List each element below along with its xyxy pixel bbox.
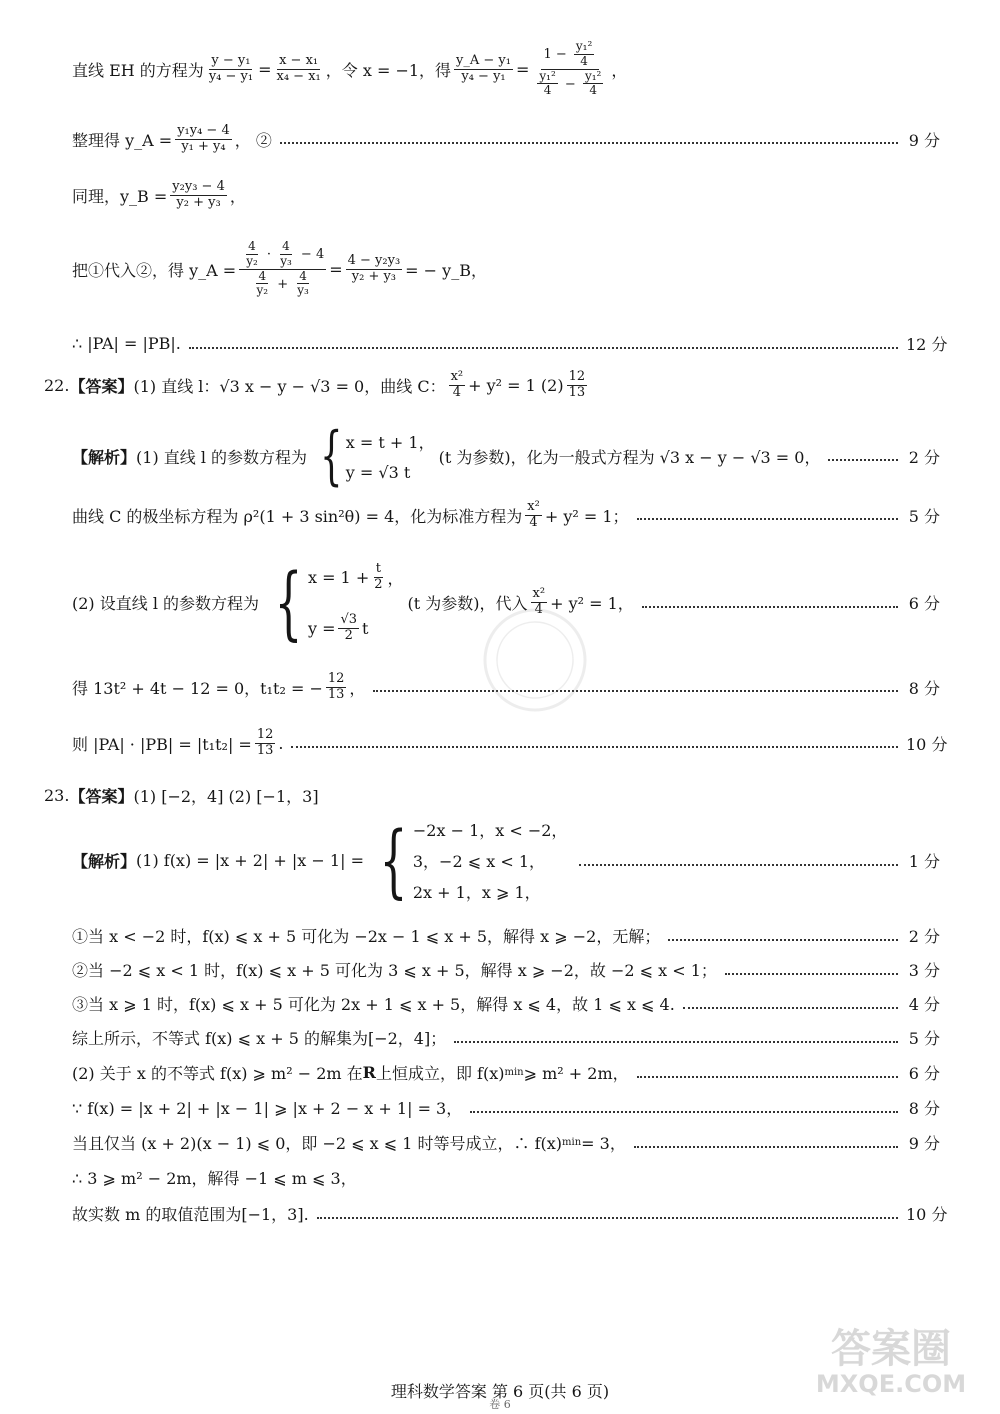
dot-leader (579, 864, 898, 866)
solution-line: 综上所示，不等式 f(x) ⩽ x + 5 的解集为[−2，4]； 5 分 (72, 1026, 940, 1049)
fraction: $\frac{\text{x²}}{4}$ (527, 499, 540, 530)
score: 9 分 (908, 130, 940, 150)
score: 4 分 (908, 995, 940, 1014)
fraction: $\frac{\text{4 − y₂y₃}}{\text{y₂ + y₃}}$ (347, 252, 401, 284)
fraction: $\frac{\text{x²}}{4}$ (532, 586, 546, 618)
solution-line: 则 |PA| · |PB| = |t₁t₂| = $\frac{12}{13}$ . 10 分 (72, 727, 948, 758)
solution-line: ③当 x ⩾ 1 时，f(x) ⩽ x + 5 可化为 2x + 1 ⩽ x + 5，解得 x ⩽ 4，故 1 ⩽ x ⩽ 4. 4 分 (72, 992, 940, 1015)
solution-line: ∴ 3 ⩾ m² − 2m，解得 −1 ⩽ m ⩽ 3， (72, 1169, 357, 1188)
compound-fraction: $\frac{4}{\text{y₂}}$ · $\frac{4}{\text{y₃}}$ − 4 $\frac{4}{\text{y₂}}$ + $\frac{4}{\text{y₃}}$ (239, 240, 326, 298)
score: 6 分 (908, 594, 940, 614)
solution-line: 整理得 y_A = $\frac{\text{y₁y₄ − 4}}{\text{y₁ + y₄}}$ ， ② 9 分 (72, 123, 940, 154)
solution-line: 当且仅当 (x + 2)(x − 1) ⩽ 0，即 −2 ⩽ x ⩽ 1 时等号成立，∴ f(x) min = 3， 9 分 (72, 1131, 940, 1154)
dot-leader (454, 1041, 898, 1043)
solution-line: 把①代入②，得 y_A = $\frac{4}{\text{y₂}}$ · $\frac{4}{\text{y₃}}$ − 4 $\frac{4}{\text{y₂}}$ + $\frac{4}{\text{y₃}}$ = $\frac{\text{4 − y₂y₃}}{\text{y₂ + y₃}}$ = − y_B， (72, 239, 487, 298)
question-number: 22. (44, 375, 70, 395)
page-footer: 理科数学答案 第 6 页(共 6 页) (390, 1382, 610, 1401)
score: 3 分 (908, 961, 940, 980)
dot-leader (668, 939, 898, 941)
fraction: $\frac{\text{y − y₁}}{\text{y₄ − y₁}}$ (208, 52, 254, 84)
solution-line: (2) 设直线 l 的参数方程为 { x = 1 + $\frac{t}{2}$ ， y = $\frac{√3}{2}$ t (t 为参数)，代入 $\frac{\text{x²}}{4}$ + y² = 1， 6 分 (72, 555, 940, 649)
dot-leader (637, 1076, 898, 1078)
dot-leader (291, 746, 898, 748)
solution-line-eh: 直线 EH 的方程为 $\frac{\text{y − y₁}}{\text{y₄ − y₁}}$ = $\frac{\text{x − x₁}}{\text{x₄ − x₁}}$ ，令 x = −1，得 $\frac{\text{y\_A − y₁}}{\text{y₄ − y₁}}$ = 1 − $\frac{\text{y₁²}}{4}$ $\frac{\text{y₁²}}{4}$ − $\frac{\text{y₁²}}{4}$ ， (72, 39, 628, 98)
solution-line: (2) 关于 x 的不等式 f(x) ⩾ m² − 2m 在 R 上恒成立，即 f(x) min ⩾ m² + 2m， 6 分 (72, 1063, 940, 1083)
solution-line: ∴ |PA| = |PB|. 12 分 (72, 334, 948, 354)
solution-line: ②当 −2 ⩽ x < 1 时，f(x) ⩽ x + 5 可化为 3 ⩽ x + 5，解得 x ⩾ −2，故 −2 ⩽ x < 1； 3 分 (72, 958, 940, 981)
score: 5 分 (908, 1029, 940, 1048)
answer-tag: 【答案】 (69, 376, 134, 396)
score: 1 分 (908, 852, 940, 871)
dot-leader (189, 347, 898, 349)
compound-fraction: 1 − $\frac{\text{y₁²}}{4}$ $\frac{\text{y₁²}}{4}$ − $\frac{\text{y₁²}}{4}$ (539, 39, 602, 98)
svg-text:答案圈: 答案圈 (831, 1326, 951, 1372)
dot-leader (280, 142, 898, 144)
question-number: 23. (44, 786, 70, 805)
question-23-answer: 23. 【答案】 (1) [−2，4] (2) [−1，3] (44, 786, 319, 806)
fraction: $\frac{\text{y\_A − y₁}}{\text{y₄ − y₁}}$ (456, 52, 511, 84)
analysis-tag: 【解析】 (72, 852, 137, 871)
dot-leader (634, 1146, 898, 1148)
solution-line: 得 13t² + 4t − 12 = 0，t₁t₂ = − $\frac{12}{13}$ ， 8 分 (72, 671, 940, 702)
score: 6 分 (908, 1064, 940, 1083)
score: 12 分 (906, 335, 948, 354)
svg-text:MXQE.COM: MXQE.COM (816, 1370, 966, 1398)
text: 直线 EH 的方程为 (72, 60, 204, 80)
fraction: $\frac{12}{13}$ (256, 727, 274, 758)
analysis-tag: 【解析】 (72, 447, 137, 467)
dot-leader (725, 973, 898, 975)
dot-leader (373, 690, 898, 692)
equation-system: { x = t + 1， y = √3 t (320, 419, 435, 493)
score: 10 分 (906, 734, 948, 754)
score: 5 分 (908, 506, 940, 526)
fraction: $\frac{12}{13}$ (327, 671, 345, 702)
solution-line: 同理，y_B = $\frac{\text{y₂y₃ − 4}}{\text{y₂ + y₃}}$ ， (72, 179, 246, 210)
solution-line: 故实数 m 的取值范围为[−1，3]. 10 分 (72, 1202, 940, 1225)
score: 8 分 (908, 1099, 940, 1118)
fraction: $\frac{\text{x − x₁}}{\text{x₄ − x₁}}$ (276, 52, 321, 84)
answer-tag: 【答案】 (69, 787, 134, 806)
fraction: $\frac{\text{x²}}{4}$ (450, 369, 464, 400)
equation-system: { x = 1 + $\frac{t}{2}$ ， y = $\frac{√3}{2}$ t (274, 555, 404, 649)
question-22-analysis: 【解析】 (1) 直线 l 的参数方程为 { x = t + 1， y = √3 t (t 为参数)，化为一般式方程为 √3 x − y − √3 = 0， 2 分 (72, 419, 940, 493)
page-footer-sub: 卷 6 (489, 1398, 511, 1411)
piecewise-function: { −2x − 1，x < −2， 3，−2 ⩽ x < 1， 2x + 1，x ⩾ 1， (379, 813, 568, 907)
score: 9 分 (908, 1134, 940, 1153)
dot-leader (317, 1217, 898, 1219)
dot-leader (828, 459, 898, 461)
solution-line: 曲线 C 的极坐标方程为 ρ²(1 + 3 sin²θ) = 4，化为标准方程为 $\frac{\text{x²}}{4}$ + y² = 1； 5 分 (72, 499, 940, 530)
score: 2 分 (908, 447, 940, 467)
dot-leader (470, 1111, 898, 1113)
score: 2 分 (908, 927, 940, 946)
score: 8 分 (908, 678, 940, 698)
fraction: $\frac{12}{13}$ (568, 369, 586, 400)
question-22-answer: 22. 【答案】 (1) 直线 l：√3 x − y − √3 = 0，曲线 C： $\frac{\text{x²}}{4}$ + y² = 1 (2) $\frac{12}{13}$ (44, 369, 586, 400)
solution-line: ∵ f(x) = |x + 2| + |x − 1| ⩾ |x + 2 − x + 1| = 3， 8 分 (72, 1096, 940, 1119)
score: 10 分 (906, 1205, 948, 1224)
dot-leader (683, 1007, 898, 1009)
question-23-analysis: 【解析】 (1) f(x) = |x + 2| + |x − 1| = { −2x − 1，x < −2， 3，−2 ⩽ x < 1， 2x + 1，x ⩾ 1， 1 分 (72, 813, 940, 907)
dot-leader (637, 518, 898, 520)
dot-leader (642, 606, 898, 608)
solution-line: ①当 x < −2 时，f(x) ⩽ x + 5 可化为 −2x − 1 ⩽ x + 5，解得 x ⩾ −2，无解； 2 分 (72, 924, 940, 947)
fraction: $\frac{\text{y₁y₄ − 4}}{\text{y₁ + y₄}}$ (177, 123, 230, 154)
fraction: $\frac{\text{y₂y₃ − 4}}{\text{y₂ + y₃}}$ (172, 179, 225, 210)
